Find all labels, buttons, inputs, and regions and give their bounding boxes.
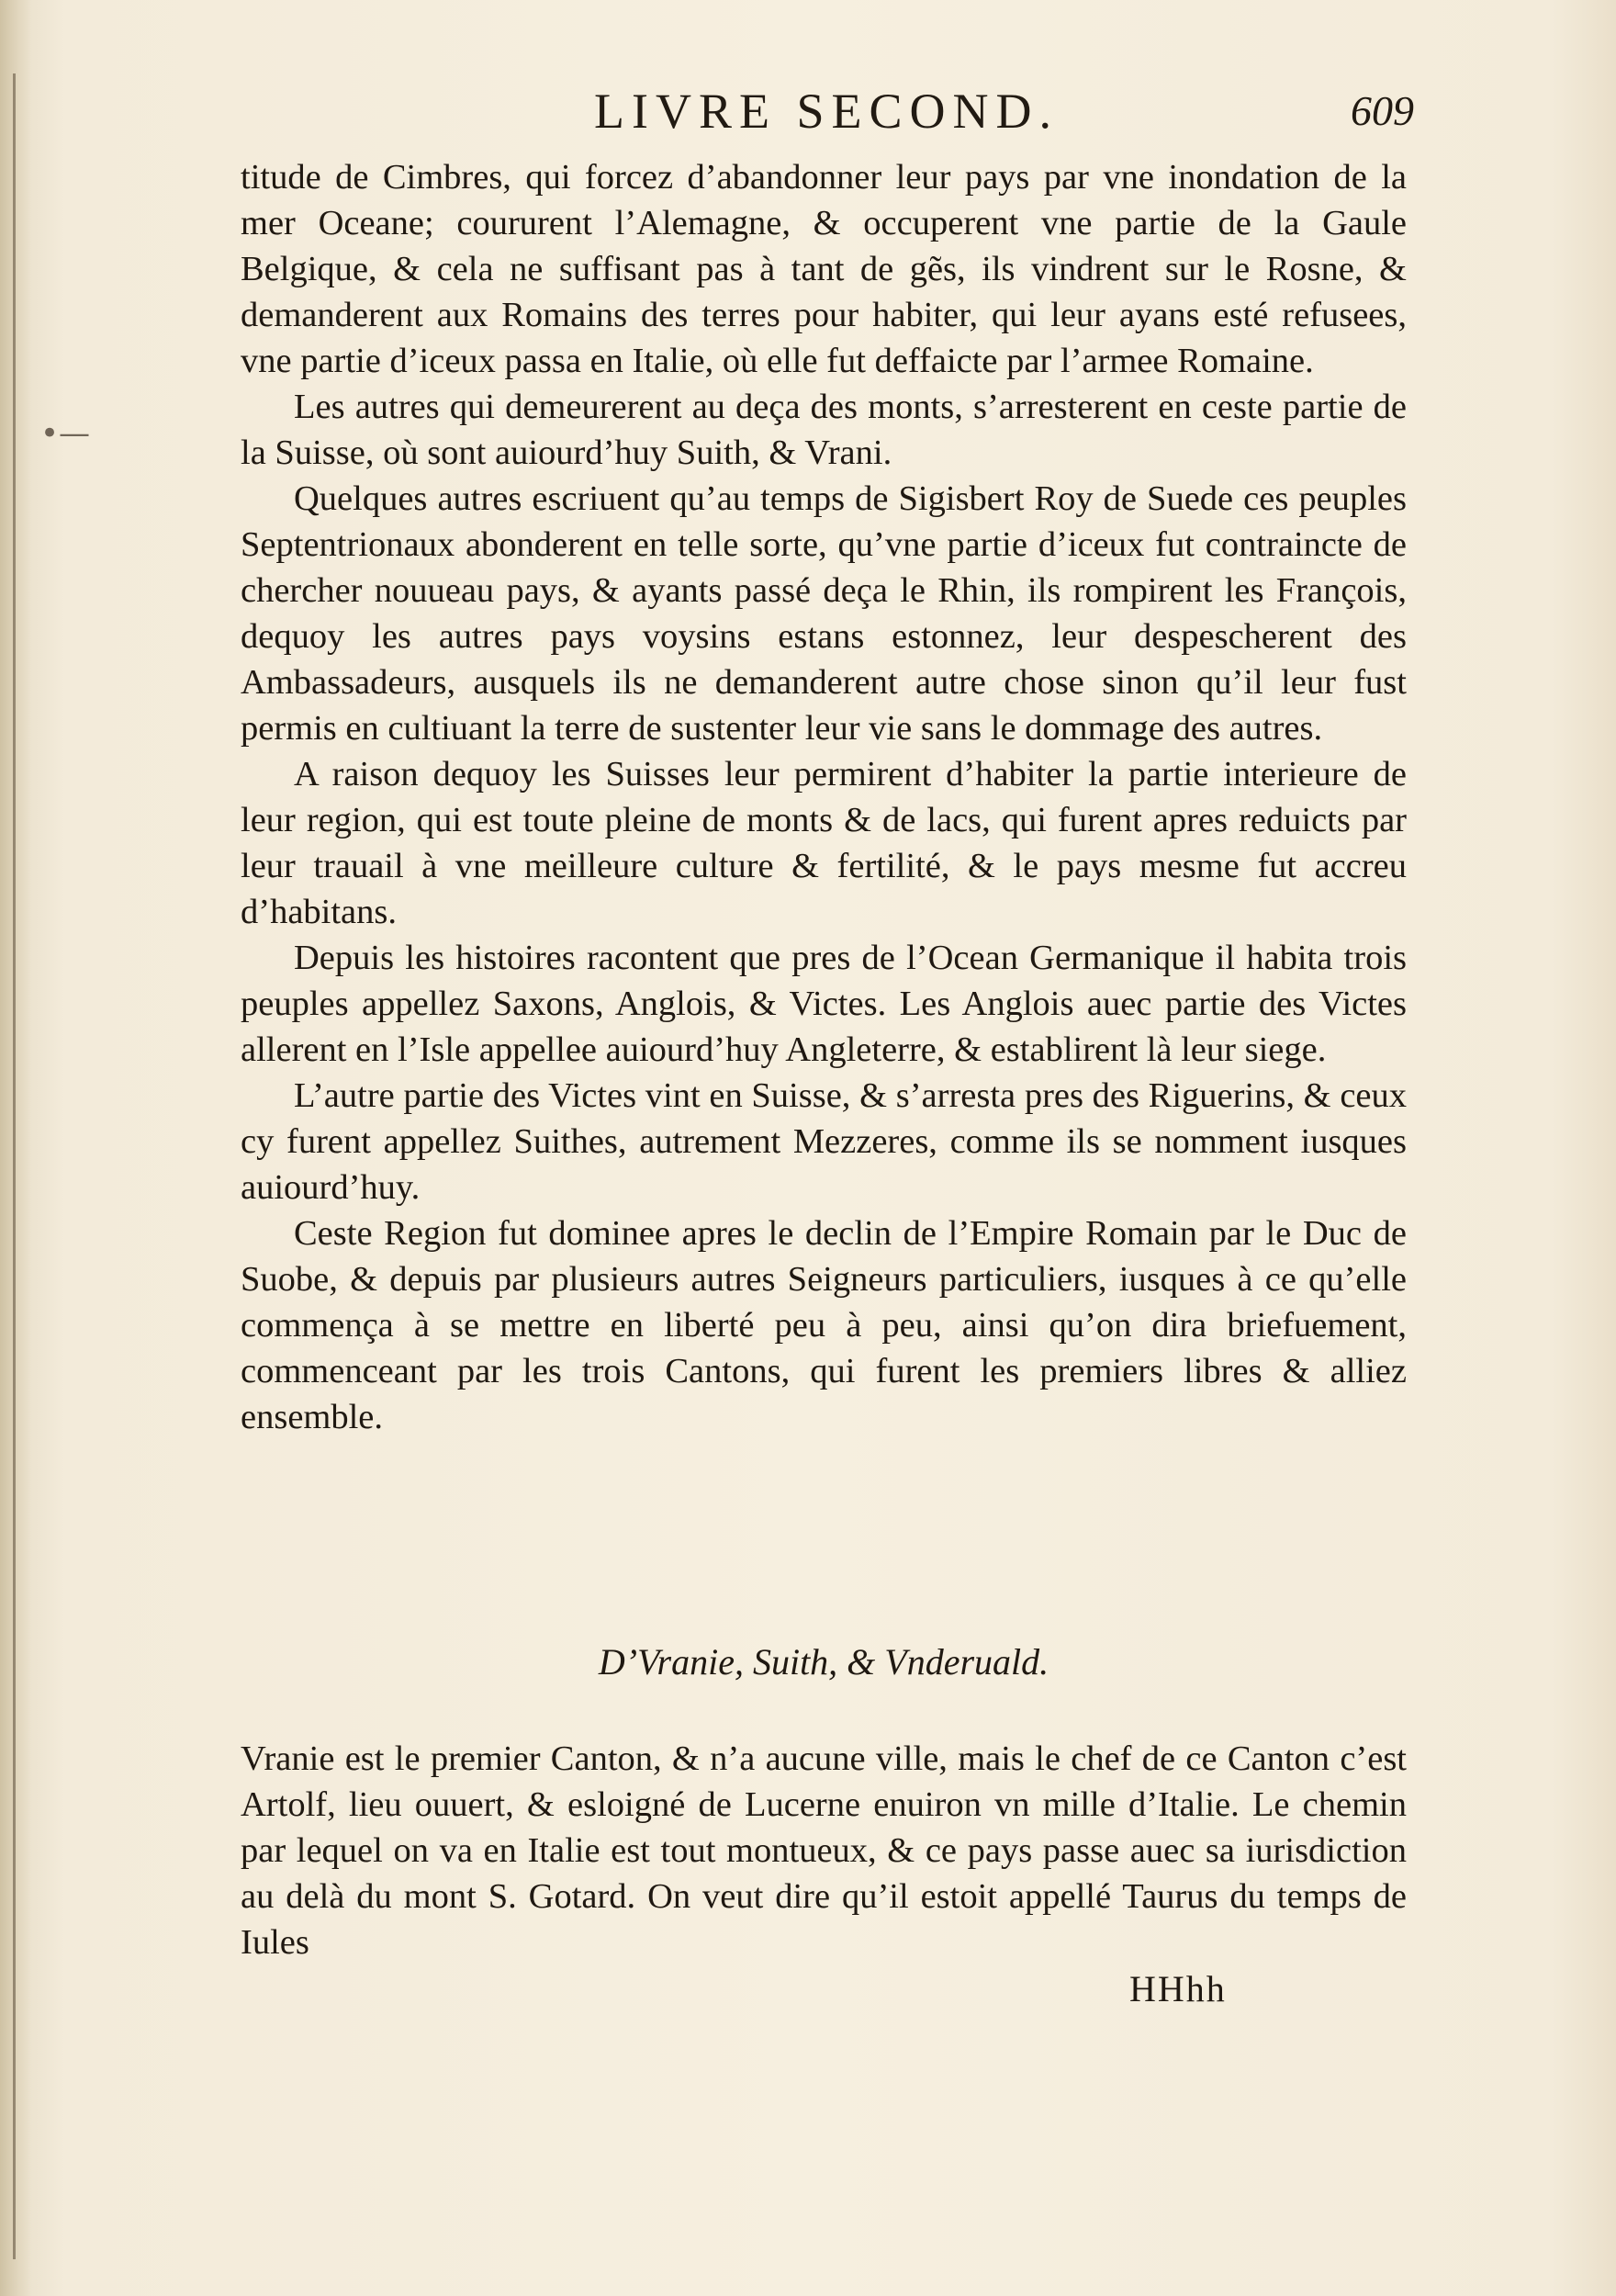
paragraph-4: A raison dequoy les Suisses leur permirent d’habiter la partie interieure de leur region, qui est toute pleine de monts & de lacs, qui furent apres reduicts par leur trauail à vne meilleure culture & fertilité, & le pays mesme fut accreu d’habitans.	[241, 755, 1407, 931]
section-text	[241, 1736, 1407, 1965]
main-text	[241, 154, 1407, 1440]
running-title: LIVRE SECOND.	[594, 84, 1059, 139]
paragraph-6: L’autre partie des Victes vint en Suisse, & s’arresta pres des Riguerins, & ceux cy furent appellez Suithes, autrement Mezzeres, comme ils se nomment iusques auiourd’huy.	[241, 1076, 1407, 1207]
page-header	[239, 83, 1414, 156]
section-paragraph: Vranie est le premier Canton, & n’a aucune ville, mais le chef de ce Canton c’est Artolf, lieu ouuert, & esloigné de Lucerne enuiron vn mille d’Italie. Le chemin par lequel on va en Italie est tout montueux, & ce pays passe auec sa iurisdiction au delà du mont S. Gotard. On veut dire qu’il estoit appellé Taurus du temps de Iules	[241, 1739, 1407, 1962]
paragraph-5: Depuis les histoires racontent que pres de l’Ocean Germanique il habita trois peuples appellez Saxons, Anglois, & Victes. Les Anglois auec partie des Victes allerent en l’Isle appellee auiourd’huy Angleterre, & establirent là leur siege.	[241, 939, 1407, 1069]
catchword: HHhh	[1129, 1968, 1227, 2009]
paragraph-2: Les autres qui demeurerent au deça des monts, s’arresterent en ceste partie de la Suisse, où sont auiourd’huy Suith, & Vrani.	[241, 388, 1407, 472]
paragraph-7: Ceste Region fut dominee apres le declin de l’Empire Romain par le Duc de Suobe, & depuis par plusieurs autres Seigneurs particuliers, iusques à ce qu’elle commença à se mettre en liberté peu à peu, ainsi qu’on dira briefuement, commenceant par les trois Cantons, qui furent les premiers libres & alliez ensemble.	[241, 1214, 1407, 1436]
paragraph-1: titude de Cimbres, qui forcez d’abandonner leur pays par vne inondation de la mer Oceane; coururent l’Alemagne, & occuperent vne partie de la Gaule Belgique, & cela ne suffisant pas à tant de gẽs, ils vindrent sur le Rosne, & demanderent aux Romains des terres pour habiter, qui leur ayans esté refusees, vne partie d’iceux passa en Italie, où elle fut deffaicte par l’armee Romaine.	[241, 158, 1407, 380]
binding-edge-line	[13, 73, 16, 2259]
margin-mark-icon: •—	[40, 415, 91, 452]
section-heading: D’Vranie, Suith, & Vnderuald.	[598, 1641, 1049, 1683]
page-number: 609	[1351, 87, 1414, 134]
binding-gutter	[0, 0, 31, 2296]
paragraph-3: Quelques autres escriuent qu’au temps de Sigisbert Roy de Suede ces peuples Septentrionaux abonderent en telle sorte, qu’vne partie d’iceux fut contraincte de chercher nouueau pays, & ayants passé deça le Rhin, ils rompirent les François, dequoy les autres pays voysins estans estonnez, leur despescherent des Ambassadeurs, ausquels ils ne demanderent autre chose sinon qu’il leur fust permis en cultiuant la terre de sustenter leur vie sans le dommage des autres.	[241, 479, 1407, 748]
